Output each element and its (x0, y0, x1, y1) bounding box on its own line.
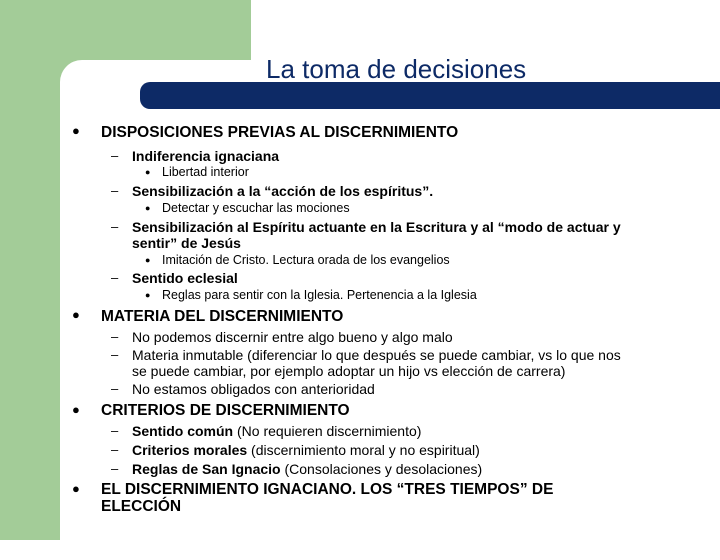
section-heading-tres-tiempos-line1: EL DISCERNIMIENTO IGNACIANO. LOS “TRES TIEMPOS” DE (101, 481, 554, 498)
dash-marker: – (111, 219, 119, 234)
item-reglas-san-ignacio (132, 461, 482, 477)
item-indiferencia: Indiferencia ignaciana (132, 148, 280, 164)
dash-marker: – (111, 423, 119, 438)
title-underline-bar (140, 82, 720, 109)
bullet-icon: ● (72, 123, 80, 138)
item-sentido-comun (132, 423, 421, 439)
item-reglas-san-ignacio-bold: Reglas de San Ignacio (132, 461, 281, 477)
item-sentido-eclesial: Sentido eclesial (132, 270, 238, 286)
dash-marker: – (111, 329, 119, 344)
section-heading-disposiciones: DISPOSICIONES PREVIAS AL DISCERNIMIENTO (101, 124, 459, 141)
item-no-podemos: No podemos discernir entre algo bueno y algo malo (132, 329, 453, 345)
dash-marker: – (111, 183, 119, 198)
dash-marker: – (111, 381, 119, 396)
item-criterios-morales-rest: (discernimiento moral y no espiritual) (247, 442, 480, 458)
section-heading-tres-tiempos-line2: ELECCIÓN (101, 498, 182, 515)
item-no-obligados: No estamos obligados con anterioridad (132, 381, 375, 397)
sub-bullet-icon: ● (145, 203, 151, 213)
item-sensibilizacion-espiritu-line1: Sensibilización al Espíritu actuante en la Escritura y al “modo de actuar y (132, 219, 621, 235)
subitem-imitacion: Imitación de Cristo. Lectura orada de los evangelios (162, 253, 450, 267)
sub-bullet-icon: ● (145, 167, 151, 177)
subitem-detectar: Detectar y escuchar las mociones (162, 201, 350, 215)
item-sensibilizacion-espiritus: Sensibilización a la “acción de los espíritus”. (132, 183, 434, 199)
dash-marker: – (111, 442, 119, 457)
section-heading-criterios: CRITERIOS DE DISCERNIMIENTO (101, 402, 350, 419)
sub-bullet-icon: ● (145, 290, 151, 300)
dash-marker: – (111, 148, 119, 163)
item-reglas-san-ignacio-rest: (Consolaciones y desolaciones) (280, 461, 483, 477)
item-criterios-morales-bold: Criterios morales (132, 442, 248, 458)
bullet-icon: ● (72, 307, 80, 322)
item-sentido-comun-rest: (No requieren discernimiento) (233, 423, 422, 439)
dash-marker: – (111, 347, 119, 362)
item-materia-inmutable-line1: Materia inmutable (diferenciar lo que después se puede cambiar, vs lo que nos (132, 347, 621, 363)
section-heading-materia: MATERIA DEL DISCERNIMIENTO (101, 308, 344, 325)
slide-title: La toma de decisiones (266, 54, 527, 84)
bullet-icon: ● (72, 402, 80, 417)
item-sentido-comun-bold: Sentido común (132, 423, 234, 439)
bullet-icon: ● (72, 481, 80, 496)
item-sensibilizacion-espiritu-line2: sentir” de Jesús (132, 235, 241, 251)
item-criterios-morales (132, 442, 480, 458)
item-materia-inmutable-line2: se puede cambiar, por ejemplo adoptar un hijo vs elección de carrera) (132, 363, 566, 379)
dash-marker: – (111, 461, 119, 476)
subitem-reglas-iglesia: Reglas para sentir con la Iglesia. Pertenencia a la Iglesia (162, 288, 477, 302)
subitem-libertad: Libertad interior (162, 165, 249, 179)
dash-marker: – (111, 270, 119, 285)
sub-bullet-icon: ● (145, 255, 151, 265)
